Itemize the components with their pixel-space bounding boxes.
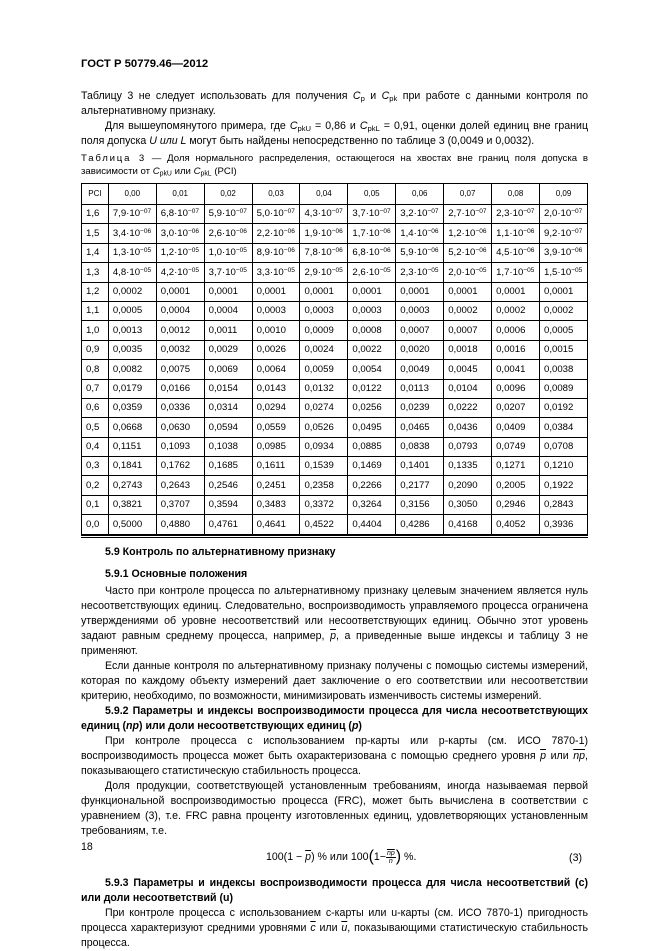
- intro-paragraph-1: Таблицу 3 не следует использовать для получения $C_p$ и $C_{pk}$ при работе с данными контроля по альтернативному признаку.: [81, 90, 589, 118]
- section-5-9-2-paragraph-2: Доля продукции, соответствующей установленным требованиям, иногда называемая первой функциональной воспроизводимостью процесса (FRC), может быть вычислена в соответствии с уравнением (3), т.е. FRC равна проценту изготовленных единиц, удовлетворяющих установленным требованиям, т.е.: [81, 780, 588, 838]
- value-cell: 0,0239: [396, 398, 444, 417]
- value-cell: 0,0011: [204, 321, 252, 340]
- value-cell: 0,5000: [108, 515, 156, 534]
- page-number: 18: [81, 841, 93, 853]
- value-cell: 0,0009: [300, 321, 348, 340]
- table-row: [82, 205, 588, 224]
- value-cell: 0,4880: [156, 515, 204, 534]
- value-cell: 0,0035: [108, 340, 156, 359]
- value-cell: 0,0594: [204, 418, 252, 437]
- value-cell: $5,9\cdot 10^{-07}$: [204, 205, 252, 224]
- section-5-9-1-paragraph-1: Часто при контроле процесса по альтернативному признаку целевым значением является нуль несоответствующих единиц. Следовательно, воспроизводимость управляемого процесса ограничена утверждениями об уровне несоответствий или несоответствующих единиц. Обычно этот уровень задают равным среднему процесса, например, $\overline{p}$, а приведенные выше индексы и таблицу 3 не применяют.: [81, 584, 589, 657]
- value-cell: 0,1469: [348, 457, 396, 476]
- table-row: [82, 263, 588, 282]
- value-cell: 0,3821: [108, 495, 156, 514]
- value-cell: $1,4\cdot 10^{-06}$: [396, 224, 444, 243]
- value-cell: 0,3936: [540, 515, 588, 534]
- value-cell: $7,8\cdot 10^{-06}$: [300, 243, 348, 262]
- value-cell: 0,4286: [396, 515, 444, 534]
- value-cell: 0,0207: [492, 398, 540, 417]
- value-cell: 0,2266: [348, 476, 396, 495]
- value-cell: $1,1\cdot 10^{-06}$: [492, 224, 540, 243]
- value-cell: $8,9\cdot 10^{-06}$: [252, 243, 300, 262]
- value-cell: 0,2177: [396, 476, 444, 495]
- value-cell: $2,6\cdot 10^{-05}$: [348, 263, 396, 282]
- value-cell: 0,0096: [492, 379, 540, 398]
- value-cell: 0,0436: [444, 418, 492, 437]
- equation-3-body: $100(1 - \overline{p})$ % или 100(1− $\frac{\overline{np}}{n}$ ) %.: [266, 848, 417, 866]
- section-5-9-2-heading: 5.9.2 Параметры и индексы воспроизводимости процесса для числа несоответствующих единиц (np) или доли несоответствующих единиц (p): [81, 704, 588, 732]
- value-cell: 0,0003: [348, 301, 396, 320]
- header-col: 0,08: [492, 184, 540, 205]
- value-cell: 0,0018: [444, 340, 492, 359]
- value-cell: $1,3\cdot 10^{-05}$: [108, 243, 156, 262]
- value-cell: 0,0001: [444, 282, 492, 301]
- value-cell: 0,0012: [156, 321, 204, 340]
- pci-cell: 1,2: [82, 282, 109, 301]
- section-5-9-3-heading: 5.9.3 Параметры и индексы воспроизводимости процесса для числа несоответствий (с) или доли несоответствий (u): [81, 877, 588, 905]
- value-cell: $7,9\cdot 10^{-07}$: [108, 205, 156, 224]
- pci-cell: 0,8: [82, 360, 109, 379]
- value-cell: 0,0026: [252, 340, 300, 359]
- value-cell: 0,2090: [444, 476, 492, 495]
- value-cell: 0,0032: [156, 340, 204, 359]
- header-col: 0,07: [444, 184, 492, 205]
- value-cell: 0,0465: [396, 418, 444, 437]
- header-col: 0,01: [156, 184, 204, 205]
- value-cell: $9,2\cdot 10^{-07}$: [540, 224, 588, 243]
- value-cell: 0,1611: [252, 457, 300, 476]
- value-cell: 0,1762: [156, 457, 204, 476]
- value-cell: 0,0008: [348, 321, 396, 340]
- value-cell: 0,3483: [252, 495, 300, 514]
- value-cell: 0,1922: [540, 476, 588, 495]
- equation-3: [81, 842, 588, 874]
- value-cell: $3,4\cdot 10^{-06}$: [108, 224, 156, 243]
- value-cell: $1,0\cdot 10^{-05}$: [204, 243, 252, 262]
- value-cell: 0,0001: [348, 282, 396, 301]
- value-cell: $1,7\cdot 10^{-05}$: [492, 263, 540, 282]
- header-col: 0,02: [204, 184, 252, 205]
- value-cell: 0,1038: [204, 437, 252, 456]
- value-cell: 0,0024: [300, 340, 348, 359]
- value-cell: 0,3707: [156, 495, 204, 514]
- header-pci: PCI: [82, 184, 109, 205]
- value-cell: $3,9\cdot 10^{-06}$: [540, 243, 588, 262]
- pci-cell: 0,3: [82, 457, 109, 476]
- table-row: [82, 495, 588, 514]
- value-cell: 0,0054: [348, 360, 396, 379]
- value-cell: 0,4761: [204, 515, 252, 534]
- value-cell: 0,0016: [492, 340, 540, 359]
- value-cell: 0,0005: [108, 301, 156, 320]
- value-cell: 0,1335: [444, 457, 492, 476]
- value-cell: 0,0089: [540, 379, 588, 398]
- header-col: 0,04: [300, 184, 348, 205]
- pci-cell: 0,0: [82, 515, 109, 534]
- value-cell: 0,0222: [444, 398, 492, 417]
- value-cell: 0,2843: [540, 495, 588, 514]
- value-cell: 0,0384: [540, 418, 588, 437]
- header-col: 0,09: [540, 184, 588, 205]
- value-cell: 0,0256: [348, 398, 396, 417]
- value-cell: 0,0708: [540, 437, 588, 456]
- value-cell: 0,1841: [108, 457, 156, 476]
- header-col: 0,06: [396, 184, 444, 205]
- value-cell: 0,0166: [156, 379, 204, 398]
- equation-number: (3): [569, 852, 582, 865]
- value-cell: 0,0015: [540, 340, 588, 359]
- section-5-9-heading: 5.9 Контроль по альтернативному признаку: [105, 545, 336, 558]
- value-cell: $3,7\cdot 10^{-07}$: [348, 205, 396, 224]
- value-cell: 0,0001: [540, 282, 588, 301]
- value-cell: $5,9\cdot 10^{-06}$: [396, 243, 444, 262]
- pci-cell: 1,6: [82, 205, 109, 224]
- value-cell: $1,7\cdot 10^{-06}$: [348, 224, 396, 243]
- value-cell: 0,0336: [156, 398, 204, 417]
- value-cell: 0,1685: [204, 457, 252, 476]
- value-cell: 0,2358: [300, 476, 348, 495]
- value-cell: $3,2\cdot 10^{-07}$: [396, 205, 444, 224]
- header-col: 0,03: [252, 184, 300, 205]
- table-row: [82, 321, 588, 340]
- value-cell: 0,0013: [108, 321, 156, 340]
- value-cell: 0,0002: [540, 301, 588, 320]
- value-cell: 0,0003: [252, 301, 300, 320]
- value-cell: $1,5\cdot 10^{-05}$: [540, 263, 588, 282]
- pci-cell: 0,2: [82, 476, 109, 495]
- table-row: [82, 418, 588, 437]
- section-5-9-1-paragraph-2: Если данные контроля по альтернативному признаку получены с помощью системы измерений, которая по каждому объекту измерений дает заключение о его соответствии или несоответствии критерию, необходимо, по возможности, минимизировать изменчивость системы измерений.: [81, 659, 588, 702]
- value-cell: $2,7\cdot 10^{-07}$: [444, 205, 492, 224]
- value-cell: 0,3594: [204, 495, 252, 514]
- value-cell: 0,0154: [204, 379, 252, 398]
- value-cell: 0,0003: [300, 301, 348, 320]
- table-header-row: [82, 184, 588, 205]
- table-row: [82, 224, 588, 243]
- pci-cell: 0,1: [82, 495, 109, 514]
- section-5-9-3-paragraph-1: При контроле процесса с использованием c-карты или u-карты (см. ИСО 7870-1) пригодность процесса характеризуют средними уровнями $\overline{c}$ или $\overline{u}$, показывающими статистическую стабильность процесса.: [81, 907, 588, 950]
- value-cell: 0,0082: [108, 360, 156, 379]
- value-cell: 0,4641: [252, 515, 300, 534]
- value-cell: 0,2946: [492, 495, 540, 514]
- value-cell: 0,0075: [156, 360, 204, 379]
- value-cell: 0,4404: [348, 515, 396, 534]
- content: [81, 89, 588, 951]
- value-cell: 0,1093: [156, 437, 204, 456]
- value-cell: 0,0001: [204, 282, 252, 301]
- value-cell: 0,0001: [156, 282, 204, 301]
- value-cell: 0,3050: [444, 495, 492, 514]
- pci-cell: 1,5: [82, 224, 109, 243]
- pci-cell: 1,0: [82, 321, 109, 340]
- value-cell: $2,3\cdot 10^{-05}$: [396, 263, 444, 282]
- value-cell: 0,0526: [300, 418, 348, 437]
- value-cell: $4,2\cdot 10^{-05}$: [156, 263, 204, 282]
- section-5-9-1-heading: 5.9.1 Основные положения: [105, 567, 248, 580]
- value-cell: 0,0002: [444, 301, 492, 320]
- value-cell: $3,7\cdot 10^{-05}$: [204, 263, 252, 282]
- value-cell: 0,4168: [444, 515, 492, 534]
- value-cell: 0,0192: [540, 398, 588, 417]
- value-cell: 0,0132: [300, 379, 348, 398]
- value-cell: $4,5\cdot 10^{-06}$: [492, 243, 540, 262]
- value-cell: 0,0001: [252, 282, 300, 301]
- value-cell: 0,0668: [108, 418, 156, 437]
- pci-cell: 1,4: [82, 243, 109, 262]
- table-caption: Таблица 3 — Доля нормального распределения, остающегося на хвостах вне границ поля допуска в зависимости от $C_{pkU}$ или $C_{pkL}$ (PCI): [81, 153, 588, 178]
- value-cell: 0,0059: [300, 360, 348, 379]
- value-cell: $6,8\cdot 10^{-06}$: [348, 243, 396, 262]
- value-cell: $2,0\cdot 10^{-05}$: [444, 263, 492, 282]
- table-row: [82, 360, 588, 379]
- value-cell: 0,0749: [492, 437, 540, 456]
- value-cell: 0,0038: [540, 360, 588, 379]
- table-row: [82, 457, 588, 476]
- pci-cell: 0,6: [82, 398, 109, 417]
- value-cell: 0,0934: [300, 437, 348, 456]
- value-cell: $3,0\cdot 10^{-06}$: [156, 224, 204, 243]
- pci-table: [81, 183, 588, 535]
- value-cell: 0,0793: [444, 437, 492, 456]
- value-cell: 0,3372: [300, 495, 348, 514]
- value-cell: 0,0010: [252, 321, 300, 340]
- header-col: 0,05: [348, 184, 396, 205]
- value-cell: 0,0002: [492, 301, 540, 320]
- value-cell: 0,0004: [156, 301, 204, 320]
- value-cell: 0,1539: [300, 457, 348, 476]
- value-cell: 0,0001: [492, 282, 540, 301]
- value-cell: 0,0294: [252, 398, 300, 417]
- value-cell: 0,0069: [204, 360, 252, 379]
- value-cell: 0,0006: [492, 321, 540, 340]
- value-cell: 0,0409: [492, 418, 540, 437]
- pci-cell: 0,7: [82, 379, 109, 398]
- value-cell: 0,0003: [396, 301, 444, 320]
- value-cell: $4,3\cdot 10^{-07}$: [300, 205, 348, 224]
- document-id: ГОСТ Р 50779.46—2012: [81, 58, 209, 70]
- value-cell: 0,0274: [300, 398, 348, 417]
- value-cell: $2,2\cdot 10^{-06}$: [252, 224, 300, 243]
- table-bottom-border: [81, 535, 588, 538]
- pci-cell: 0,5: [82, 418, 109, 437]
- value-cell: 0,0179: [108, 379, 156, 398]
- value-cell: 0,0007: [444, 321, 492, 340]
- table-row: [82, 379, 588, 398]
- value-cell: 0,1401: [396, 457, 444, 476]
- value-cell: $2,6\cdot 10^{-06}$: [204, 224, 252, 243]
- value-cell: 0,0985: [252, 437, 300, 456]
- value-cell: 0,0049: [396, 360, 444, 379]
- value-cell: $5,0\cdot 10^{-07}$: [252, 205, 300, 224]
- value-cell: $3,3\cdot 10^{-05}$: [252, 263, 300, 282]
- table-row: [82, 282, 588, 301]
- value-cell: 0,1151: [108, 437, 156, 456]
- value-cell: 0,0838: [396, 437, 444, 456]
- value-cell: 0,0104: [444, 379, 492, 398]
- value-cell: 0,0029: [204, 340, 252, 359]
- value-cell: 0,1210: [540, 457, 588, 476]
- value-cell: 0,0359: [108, 398, 156, 417]
- value-cell: 0,0064: [252, 360, 300, 379]
- table-row: [82, 437, 588, 456]
- value-cell: 0,1271: [492, 457, 540, 476]
- value-cell: 0,0005: [540, 321, 588, 340]
- value-cell: $2,0\cdot 10^{-07}$: [540, 205, 588, 224]
- value-cell: 0,0007: [396, 321, 444, 340]
- pci-cell: 1,3: [82, 263, 109, 282]
- value-cell: 0,0122: [348, 379, 396, 398]
- value-cell: $2,3\cdot 10^{-07}$: [492, 205, 540, 224]
- pci-cell: 1,1: [82, 301, 109, 320]
- value-cell: 0,2643: [156, 476, 204, 495]
- value-cell: 0,0113: [396, 379, 444, 398]
- value-cell: 0,4052: [492, 515, 540, 534]
- equation-fraction: $\frac{\overline{np}}{n}$: [386, 849, 395, 866]
- value-cell: $5,2\cdot 10^{-06}$: [444, 243, 492, 262]
- table-row: [82, 476, 588, 495]
- value-cell: 0,0143: [252, 379, 300, 398]
- value-cell: $1,2\cdot 10^{-06}$: [444, 224, 492, 243]
- pci-cell: 0,9: [82, 340, 109, 359]
- value-cell: 0,0045: [444, 360, 492, 379]
- value-cell: 0,0314: [204, 398, 252, 417]
- pci-cell: 0,4: [82, 437, 109, 456]
- value-cell: $4,8\cdot 10^{-05}$: [108, 263, 156, 282]
- value-cell: 0,0022: [348, 340, 396, 359]
- value-cell: 0,0559: [252, 418, 300, 437]
- value-cell: 0,3156: [396, 495, 444, 514]
- table-row: [82, 243, 588, 262]
- value-cell: 0,0001: [300, 282, 348, 301]
- value-cell: $1,9\cdot 10^{-06}$: [300, 224, 348, 243]
- value-cell: 0,3264: [348, 495, 396, 514]
- value-cell: $2,9\cdot 10^{-05}$: [300, 263, 348, 282]
- value-cell: 0,0041: [492, 360, 540, 379]
- value-cell: 0,0001: [396, 282, 444, 301]
- value-cell: $1,2\cdot 10^{-05}$: [156, 243, 204, 262]
- table-row: [82, 515, 588, 534]
- value-cell: 0,2451: [252, 476, 300, 495]
- value-cell: 0,0002: [108, 282, 156, 301]
- table-row: [82, 301, 588, 320]
- header-col: 0,00: [108, 184, 156, 205]
- value-cell: 0,2743: [108, 476, 156, 495]
- table-body: [82, 205, 588, 535]
- value-cell: $6,8\cdot 10^{-07}$: [156, 205, 204, 224]
- value-cell: 0,0495: [348, 418, 396, 437]
- table-row: [82, 340, 588, 359]
- value-cell: 0,0630: [156, 418, 204, 437]
- intro-paragraph-2: Для вышеупомянутого примера, где $C_{pkU} = 0,86$ и $C_{pkL} = 0,91$, оценки долей единиц вне границ поля допуска U или L могут быть найдены непосредственно по таблице 3 (0,0049 и 0,0032).: [81, 120, 589, 148]
- value-cell: 0,0020: [396, 340, 444, 359]
- value-cell: 0,0004: [204, 301, 252, 320]
- value-cell: 0,0885: [348, 437, 396, 456]
- value-cell: 0,2005: [492, 476, 540, 495]
- table-row: [82, 398, 588, 417]
- value-cell: 0,4522: [300, 515, 348, 534]
- value-cell: 0,2546: [204, 476, 252, 495]
- section-5-9-2-paragraph-1: При контроле процесса с использованием np-карты или p-карты (см. ИСО 7870-1) воспроизводимость процесса может быть охарактеризована с помощью среднего уровня $\overline{p}$ или $\overline{np}$, показывающего статистическую стабильность процесса.: [81, 735, 588, 778]
